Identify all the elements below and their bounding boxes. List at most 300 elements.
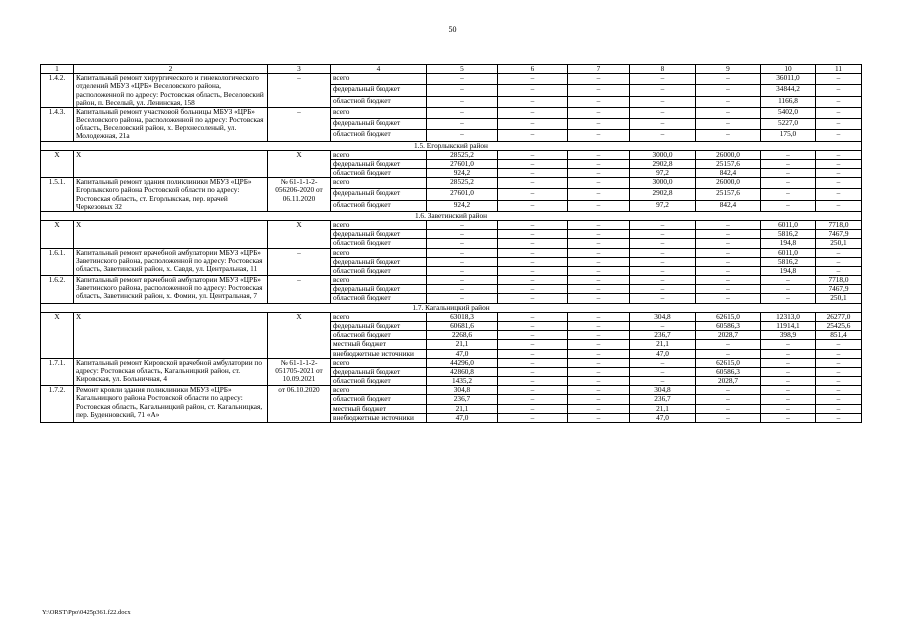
table-row	[41, 178, 862, 189]
amount-col6-cell: –	[498, 107, 568, 118]
amount-col6-cell: –	[498, 159, 568, 168]
amount-col8-cell: –	[630, 377, 696, 386]
amount-col9-cell: –	[696, 349, 761, 358]
amount-col6-cell: –	[498, 340, 568, 349]
amount-col5-cell: –	[427, 266, 498, 275]
amount-col5-cell: 924,2	[427, 200, 498, 211]
amount-col5-cell: 924,2	[427, 169, 498, 178]
funding-source-cell: местный бюджет	[331, 340, 427, 349]
amount-col7-cell: –	[568, 169, 630, 178]
amount-col10-cell: –	[761, 358, 816, 367]
funding-source-cell: областной бюджет	[331, 130, 427, 141]
amount-col6-cell: –	[498, 239, 568, 248]
table-row	[41, 386, 862, 395]
amount-col11-cell: 7718,0	[816, 276, 862, 285]
item-number-cell: 1.7.2.	[41, 386, 74, 423]
column-header: 4	[331, 65, 427, 74]
column-header: 11	[816, 65, 862, 74]
amount-col11-cell: –	[816, 358, 862, 367]
column-header: 2	[74, 65, 268, 74]
funding-source-cell: всего	[331, 248, 427, 257]
amount-col5-cell: 47,0	[427, 349, 498, 358]
amount-col6-cell: –	[498, 386, 568, 395]
item-description-cell: Капитальный ремонт здания поликлиники МБУЗ «ЦРБ» Егорлыкского района Ростовской области по адресу: Ростовская область, ст. Егорлыкская, пер. врачей Черкезовых 32	[74, 178, 268, 212]
amount-col7-cell: –	[568, 276, 630, 285]
amount-col6-cell: –	[498, 257, 568, 266]
amount-col7-cell: –	[568, 349, 630, 358]
amount-col6-cell: –	[498, 367, 568, 376]
amount-col11-cell: –	[816, 413, 862, 422]
item-description-cell: Капитальный ремонт врачебной амбулатории МБУЗ «ЦРБ» Заветинского района, расположенной по адресу: Ростовская область, Заветинский район, х. Фомин, ул. Центральная, 7	[74, 276, 268, 304]
document-ref-cell: № 61-1-1-2-056206-2020 от 06.11.2020	[268, 178, 331, 212]
funding-source-cell: всего	[331, 276, 427, 285]
budget-table	[40, 64, 862, 423]
funding-source-cell: федеральный бюджет	[331, 119, 427, 130]
amount-col7-cell: –	[568, 239, 630, 248]
amount-col5-cell: –	[427, 230, 498, 239]
amount-col6-cell: –	[498, 189, 568, 200]
amount-col9-cell: –	[696, 294, 761, 303]
amount-col8-cell: 47,0	[630, 413, 696, 422]
amount-col7-cell: –	[568, 404, 630, 413]
amount-col5-cell: –	[427, 285, 498, 294]
amount-col5-cell: –	[427, 96, 498, 107]
amount-col10-cell: 175,0	[761, 130, 816, 141]
funding-source-cell: внебюджетные источники	[331, 349, 427, 358]
amount-col6-cell: –	[498, 221, 568, 230]
amount-col6-cell: –	[498, 331, 568, 340]
amount-col11-cell: –	[816, 349, 862, 358]
amount-col5-cell: 63018,3	[427, 312, 498, 321]
amount-col9-cell: –	[696, 221, 761, 230]
item-description-cell: Капитальный ремонт участковой больницы МБУЗ «ЦРБ» Веселовского района, расположенной по адресу: Ростовская область, Веселовский район, х. Верхнесоленый, ул. Молодежная, 21а	[74, 107, 268, 141]
amount-col5-cell: 304,8	[427, 386, 498, 395]
funding-source-cell: всего	[331, 107, 427, 118]
amount-col5-cell: 27601,0	[427, 159, 498, 168]
column-header: 5	[427, 65, 498, 74]
amount-col6-cell: –	[498, 276, 568, 285]
funding-source-cell: областной бюджет	[331, 266, 427, 275]
amount-col11-cell: –	[816, 85, 862, 96]
table-row	[41, 312, 862, 321]
document-ref-cell: Х	[268, 150, 331, 178]
funding-source-cell: областной бюджет	[331, 96, 427, 107]
funding-source-cell: областной бюджет	[331, 377, 427, 386]
amount-col9-cell: –	[696, 85, 761, 96]
amount-col11-cell: –	[816, 200, 862, 211]
document-ref-cell: № 61-1-1-2-051705-2021 от 10.09.2021	[268, 358, 331, 386]
amount-col8-cell: –	[630, 239, 696, 248]
amount-col6-cell: –	[498, 294, 568, 303]
item-description-cell: Х	[74, 221, 268, 249]
amount-col7-cell: –	[568, 321, 630, 330]
amount-col8-cell: 97,2	[630, 200, 696, 211]
item-number-cell: 1.5.1.	[41, 178, 74, 212]
amount-col10-cell: –	[761, 349, 816, 358]
amount-col6-cell: –	[498, 349, 568, 358]
amount-col11-cell: –	[816, 169, 862, 178]
item-description-cell: Капитальный ремонт хирургического и гинекологического отделений МБУЗ «ЦРБ» Веселовского района, расположенной по адресу: Ростовская область, Веселовский район, п. Веселый, ул. Ленинская, 158	[74, 74, 268, 108]
amount-col7-cell: –	[568, 150, 630, 159]
amount-col8-cell: –	[630, 248, 696, 257]
amount-col8-cell: 2902,8	[630, 159, 696, 168]
item-number-cell: 1.7.1.	[41, 358, 74, 386]
amount-col11-cell: 250,1	[816, 239, 862, 248]
amount-col9-cell: –	[696, 239, 761, 248]
amount-col7-cell: –	[568, 294, 630, 303]
amount-col5-cell: –	[427, 85, 498, 96]
item-number-cell: 1.4.2.	[41, 74, 74, 108]
amount-col8-cell: 21,1	[630, 340, 696, 349]
funding-source-cell: федеральный бюджет	[331, 230, 427, 239]
amount-col9-cell: –	[696, 386, 761, 395]
amount-col10-cell: –	[761, 386, 816, 395]
amount-col6-cell: –	[498, 150, 568, 159]
amount-col10-cell: –	[761, 404, 816, 413]
amount-col10-cell: 5816,2	[761, 230, 816, 239]
table-body	[41, 65, 862, 423]
amount-col10-cell: 398,9	[761, 331, 816, 340]
column-header: 7	[568, 65, 630, 74]
amount-col6-cell: –	[498, 178, 568, 189]
amount-col11-cell: –	[816, 395, 862, 404]
amount-col11-cell: 26277,0	[816, 312, 862, 321]
amount-col10-cell: –	[761, 294, 816, 303]
amount-col10-cell: –	[761, 377, 816, 386]
amount-col9-cell: 60586,3	[696, 367, 761, 376]
amount-col6-cell: –	[498, 413, 568, 422]
amount-col8-cell: –	[630, 285, 696, 294]
funding-source-cell: областной бюджет	[331, 200, 427, 211]
amount-col5-cell: 236,7	[427, 395, 498, 404]
amount-col9-cell: –	[696, 248, 761, 257]
amount-col11-cell: –	[816, 107, 862, 118]
item-number-cell: Х	[41, 221, 74, 249]
amount-col8-cell: –	[630, 257, 696, 266]
amount-col9-cell: 60586,3	[696, 321, 761, 330]
amount-col11-cell: –	[816, 367, 862, 376]
amount-col8-cell: 236,7	[630, 331, 696, 340]
amount-col9-cell: –	[696, 285, 761, 294]
amount-col6-cell: –	[498, 358, 568, 367]
amount-col5-cell: 42860,8	[427, 367, 498, 376]
table-row	[41, 107, 862, 118]
funding-source-cell: федеральный бюджет	[331, 85, 427, 96]
amount-col11-cell: –	[816, 404, 862, 413]
amount-col7-cell: –	[568, 413, 630, 422]
amount-col7-cell: –	[568, 130, 630, 141]
amount-col6-cell: –	[498, 312, 568, 321]
amount-col11-cell: 7467,9	[816, 285, 862, 294]
funding-source-cell: всего	[331, 150, 427, 159]
amount-col6-cell: –	[498, 321, 568, 330]
section-row	[41, 303, 862, 312]
amount-col9-cell: –	[696, 107, 761, 118]
funding-source-cell: федеральный бюджет	[331, 321, 427, 330]
item-description-cell: Х	[74, 312, 268, 358]
item-number-cell: 1.6.2.	[41, 276, 74, 304]
funding-source-cell: всего	[331, 74, 427, 85]
document-ref-cell: –	[268, 107, 331, 141]
document-ref-cell: –	[268, 276, 331, 304]
column-header: 6	[498, 65, 568, 74]
document-ref-cell: –	[268, 74, 331, 108]
amount-col7-cell: –	[568, 358, 630, 367]
amount-col7-cell: –	[568, 159, 630, 168]
table-row	[41, 74, 862, 85]
column-header: 9	[696, 65, 761, 74]
amount-col11-cell: –	[816, 96, 862, 107]
funding-source-cell: всего	[331, 358, 427, 367]
item-number-cell: 1.4.3.	[41, 107, 74, 141]
item-description-cell: Капитальный ремонт Кировской врачебной амбулатории по адресу: Ростовская область, Кагальницкий район, ст. Кировская, ул. Больничная, 4	[74, 358, 268, 386]
amount-col6-cell: –	[498, 395, 568, 404]
amount-col11-cell: –	[816, 386, 862, 395]
amount-col10-cell: –	[761, 395, 816, 404]
amount-col11-cell: –	[816, 377, 862, 386]
table-row	[41, 276, 862, 285]
amount-col6-cell: –	[498, 119, 568, 130]
amount-col10-cell: –	[761, 178, 816, 189]
amount-col9-cell: –	[696, 404, 761, 413]
amount-col11-cell: –	[816, 130, 862, 141]
funding-source-cell: всего	[331, 386, 427, 395]
amount-col5-cell: 21,1	[427, 340, 498, 349]
amount-col10-cell: 12313,0	[761, 312, 816, 321]
amount-col6-cell: –	[498, 85, 568, 96]
amount-col11-cell: –	[816, 257, 862, 266]
amount-col7-cell: –	[568, 107, 630, 118]
item-number-cell: Х	[41, 150, 74, 178]
amount-col8-cell: –	[630, 266, 696, 275]
amount-col7-cell: –	[568, 377, 630, 386]
amount-col11-cell: –	[816, 74, 862, 85]
amount-col7-cell: –	[568, 230, 630, 239]
funding-source-cell: федеральный бюджет	[331, 367, 427, 376]
amount-col11-cell: –	[816, 159, 862, 168]
amount-col11-cell: 7467,9	[816, 230, 862, 239]
amount-col5-cell: –	[427, 248, 498, 257]
amount-col5-cell: –	[427, 276, 498, 285]
amount-col10-cell: 5227,0	[761, 119, 816, 130]
amount-col6-cell: –	[498, 96, 568, 107]
amount-col7-cell: –	[568, 85, 630, 96]
amount-col8-cell: 47,0	[630, 349, 696, 358]
amount-col6-cell: –	[498, 230, 568, 239]
amount-col5-cell: 21,1	[427, 404, 498, 413]
item-description-cell: Капитальный ремонт врачебной амбулатории МБУЗ «ЦРБ» Заветинского района, расположенной по адресу: Ростовская область, Заветинский район, х. Савдя, ул. Центральная, 11	[74, 248, 268, 276]
funding-source-cell: областной бюджет	[331, 169, 427, 178]
column-header: 10	[761, 65, 816, 74]
amount-col8-cell: –	[630, 119, 696, 130]
amount-col8-cell: –	[630, 230, 696, 239]
amount-col6-cell: –	[498, 169, 568, 178]
amount-col9-cell: –	[696, 395, 761, 404]
amount-col10-cell: –	[761, 367, 816, 376]
amount-col5-cell: –	[427, 257, 498, 266]
amount-col6-cell: –	[498, 248, 568, 257]
table-row	[41, 248, 862, 257]
funding-source-cell: внебюджетные источники	[331, 413, 427, 422]
amount-col6-cell: –	[498, 74, 568, 85]
amount-col5-cell: 1435,2	[427, 377, 498, 386]
amount-col11-cell: –	[816, 178, 862, 189]
column-header: 3	[268, 65, 331, 74]
amount-col5-cell: –	[427, 239, 498, 248]
amount-col9-cell: –	[696, 413, 761, 422]
amount-col6-cell: –	[498, 404, 568, 413]
amount-col11-cell: –	[816, 266, 862, 275]
amount-col9-cell: –	[696, 74, 761, 85]
amount-col8-cell: –	[630, 85, 696, 96]
amount-col7-cell: –	[568, 331, 630, 340]
amount-col9-cell: 842,4	[696, 200, 761, 211]
amount-col10-cell: 1166,8	[761, 96, 816, 107]
amount-col7-cell: –	[568, 96, 630, 107]
amount-col8-cell: –	[630, 221, 696, 230]
amount-col7-cell: –	[568, 257, 630, 266]
amount-col7-cell: –	[568, 386, 630, 395]
amount-col9-cell: 842,4	[696, 169, 761, 178]
amount-col9-cell: 26000,0	[696, 178, 761, 189]
amount-col11-cell: –	[816, 189, 862, 200]
amount-col7-cell: –	[568, 367, 630, 376]
amount-col9-cell: 2028,7	[696, 377, 761, 386]
section-title: 1.5. Егорлыкский район	[41, 141, 862, 150]
amount-col5-cell: –	[427, 294, 498, 303]
amount-col10-cell: –	[761, 285, 816, 294]
amount-col10-cell: –	[761, 413, 816, 422]
item-number-cell: 1.6.1.	[41, 248, 74, 276]
amount-col7-cell: –	[568, 119, 630, 130]
amount-col8-cell: 3000,0	[630, 150, 696, 159]
funding-source-cell: всего	[331, 178, 427, 189]
amount-col10-cell: –	[761, 200, 816, 211]
amount-col10-cell: –	[761, 276, 816, 285]
amount-col8-cell: 304,8	[630, 386, 696, 395]
document-ref-cell: Х	[268, 221, 331, 249]
table-row	[41, 221, 862, 230]
amount-col8-cell: 236,7	[630, 395, 696, 404]
section-title: 1.7. Кагальницкий район	[41, 303, 862, 312]
amount-col5-cell: 2268,6	[427, 331, 498, 340]
amount-col11-cell: –	[816, 150, 862, 159]
amount-col8-cell: 2902,8	[630, 189, 696, 200]
amount-col10-cell: –	[761, 159, 816, 168]
amount-col7-cell: –	[568, 266, 630, 275]
amount-col8-cell: –	[630, 294, 696, 303]
amount-col7-cell: –	[568, 248, 630, 257]
amount-col11-cell: 25425,6	[816, 321, 862, 330]
amount-col9-cell: 25157,6	[696, 189, 761, 200]
table-row	[41, 150, 862, 159]
amount-col8-cell: –	[630, 358, 696, 367]
amount-col5-cell: –	[427, 107, 498, 118]
amount-col10-cell: 194,8	[761, 239, 816, 248]
amount-col5-cell: –	[427, 119, 498, 130]
amount-col10-cell: 5402,0	[761, 107, 816, 118]
document-ref-cell: –	[268, 248, 331, 276]
amount-col9-cell: –	[696, 130, 761, 141]
funding-source-cell: областной бюджет	[331, 239, 427, 248]
page-number: 50	[448, 25, 457, 34]
amount-col11-cell: 7718,0	[816, 221, 862, 230]
amount-col5-cell: 47,0	[427, 413, 498, 422]
amount-col8-cell: –	[630, 321, 696, 330]
amount-col7-cell: –	[568, 395, 630, 404]
amount-col6-cell: –	[498, 200, 568, 211]
amount-col7-cell: –	[568, 340, 630, 349]
amount-col6-cell: –	[498, 377, 568, 386]
section-row	[41, 141, 862, 150]
amount-col9-cell: –	[696, 119, 761, 130]
funding-source-cell: федеральный бюджет	[331, 257, 427, 266]
item-description-cell: Ремонт кровли здания поликлиники МБУЗ «ЦРБ» Кагальницкого района Ростовской области по адресу: Ростовская область, Кагальницкий район, ст. Кагальницкая, пер. Буденновский, 71 «А»	[74, 386, 268, 423]
amount-col6-cell: –	[498, 266, 568, 275]
funding-source-cell: федеральный бюджет	[331, 189, 427, 200]
funding-source-cell: областной бюджет	[331, 331, 427, 340]
amount-col10-cell: 11914,1	[761, 321, 816, 330]
amount-col11-cell: –	[816, 340, 862, 349]
amount-col8-cell: –	[630, 130, 696, 141]
amount-col10-cell: –	[761, 169, 816, 178]
amount-col8-cell: 97,2	[630, 169, 696, 178]
amount-col8-cell: 3000,0	[630, 178, 696, 189]
file-path-footer: Y:\ORST\Ppo\0425p361.f22.docx	[42, 609, 131, 616]
amount-col7-cell: –	[568, 189, 630, 200]
amount-col5-cell: 28525,2	[427, 178, 498, 189]
amount-col10-cell: –	[761, 189, 816, 200]
section-row	[41, 211, 862, 220]
item-number-cell: Х	[41, 312, 74, 358]
amount-col9-cell: –	[696, 257, 761, 266]
column-header: 8	[630, 65, 696, 74]
funding-source-cell: всего	[331, 221, 427, 230]
amount-col8-cell: –	[630, 367, 696, 376]
amount-col8-cell: 21,1	[630, 404, 696, 413]
amount-col10-cell: 194,8	[761, 266, 816, 275]
document-ref-cell: от 06.10.2020	[268, 386, 331, 423]
amount-col8-cell: –	[630, 107, 696, 118]
funding-source-cell: федеральный бюджет	[331, 285, 427, 294]
amount-col8-cell: 304,8	[630, 312, 696, 321]
section-title: 1.6. Заветинский район	[41, 211, 862, 220]
funding-source-cell: местный бюджет	[331, 404, 427, 413]
amount-col7-cell: –	[568, 200, 630, 211]
amount-col7-cell: –	[568, 285, 630, 294]
amount-col9-cell: –	[696, 276, 761, 285]
funding-source-cell: областной бюджет	[331, 294, 427, 303]
amount-col10-cell: 34844,2	[761, 85, 816, 96]
amount-col5-cell: 27601,0	[427, 189, 498, 200]
amount-col11-cell: –	[816, 248, 862, 257]
amount-col8-cell: –	[630, 96, 696, 107]
amount-col5-cell: –	[427, 221, 498, 230]
amount-col5-cell: 28525,2	[427, 150, 498, 159]
table-row	[41, 358, 862, 367]
amount-col10-cell: –	[761, 150, 816, 159]
amount-col7-cell: –	[568, 178, 630, 189]
amount-col10-cell: 36011,0	[761, 74, 816, 85]
amount-col9-cell: 26000,0	[696, 150, 761, 159]
amount-col5-cell: 44296,0	[427, 358, 498, 367]
amount-col7-cell: –	[568, 312, 630, 321]
amount-col5-cell: 60681,6	[427, 321, 498, 330]
amount-col10-cell: 5816,2	[761, 257, 816, 266]
amount-col8-cell: –	[630, 74, 696, 85]
table-header-row	[41, 65, 862, 74]
amount-col9-cell: –	[696, 340, 761, 349]
